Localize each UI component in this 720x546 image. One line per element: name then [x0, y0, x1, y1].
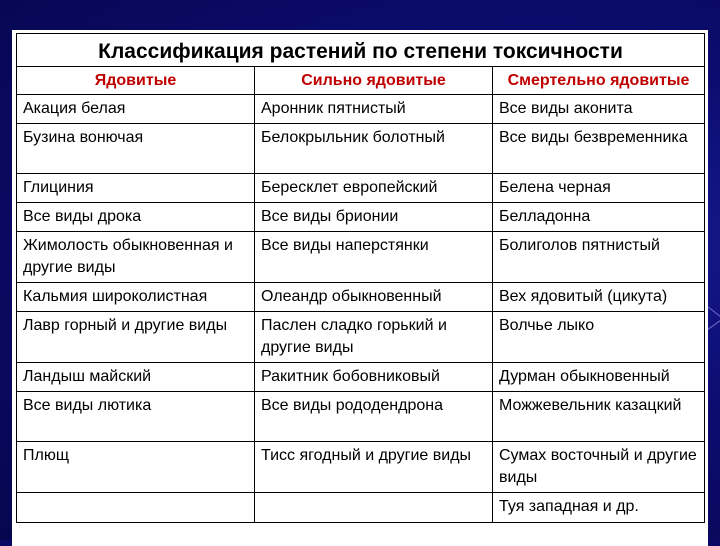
table-cell: Дурман обыкновенный [493, 363, 705, 392]
table-cell: Все виды рододендрона [255, 392, 493, 442]
table-row [17, 442, 705, 493]
table-cell: Плющ [17, 442, 255, 493]
table-cell: Глициния [17, 174, 255, 203]
table-cell: Все виды аконита [493, 95, 705, 124]
table-body [17, 95, 705, 523]
table-cell: Белладонна [493, 203, 705, 232]
table-cell [17, 493, 255, 523]
table-row [17, 312, 705, 363]
table-cell: Аронник пятнистый [255, 95, 493, 124]
table-cell: Все виды безвременника [493, 124, 705, 174]
header-highly-poisonous: Сильно ядовитые [255, 67, 493, 95]
table-cell: Акация белая [17, 95, 255, 124]
table-row [17, 95, 705, 124]
table-title: Классификация растений по степени токсичности [17, 34, 705, 67]
table-cell: Кальмия широколистная [17, 283, 255, 312]
table-cell: Бузина вонючая [17, 124, 255, 174]
table-row [17, 493, 705, 523]
table-cell: Все виды лютика [17, 392, 255, 442]
table-row [17, 203, 705, 232]
header-poisonous: Ядовитые [17, 67, 255, 95]
table-cell: Бересклет европейский [255, 174, 493, 203]
table-cell: Все виды брионии [255, 203, 493, 232]
table-row [17, 232, 705, 283]
table-cell: Туя западная и др. [493, 493, 705, 523]
header-deadly-poisonous: Смертельно ядовитые [493, 67, 705, 95]
table-cell: Ландыш майский [17, 363, 255, 392]
table-cell: Все виды дрока [17, 203, 255, 232]
table-cell: Жимолость обыкновенная и другие виды [17, 232, 255, 283]
table-row [17, 392, 705, 442]
table-row [17, 174, 705, 203]
table-cell: Вех ядовитый (цикута) [493, 283, 705, 312]
table-row [17, 124, 705, 174]
table-cell [255, 493, 493, 523]
table-cell: Волчье лыко [493, 312, 705, 363]
toxicity-table-sheet [12, 30, 708, 546]
table-cell: Паслен сладко горький и другие виды [255, 312, 493, 363]
table-cell: Ракитник бобовниковый [255, 363, 493, 392]
table-row [17, 363, 705, 392]
toxicity-table [16, 33, 705, 523]
table-cell: Белокрыльник болотный [255, 124, 493, 174]
table-cell: Можжевельник казацкий [493, 392, 705, 442]
table-cell: Тисс ягодный и другие виды [255, 442, 493, 493]
table-row [17, 283, 705, 312]
table-cell: Сумах восточный и другие виды [493, 442, 705, 493]
table-cell: Олеандр обыкновенный [255, 283, 493, 312]
table-cell: Белена черная [493, 174, 705, 203]
table-cell: Лавр горный и другие виды [17, 312, 255, 363]
table-cell: Болиголов пятнистый [493, 232, 705, 283]
table-cell: Все виды наперстянки [255, 232, 493, 283]
